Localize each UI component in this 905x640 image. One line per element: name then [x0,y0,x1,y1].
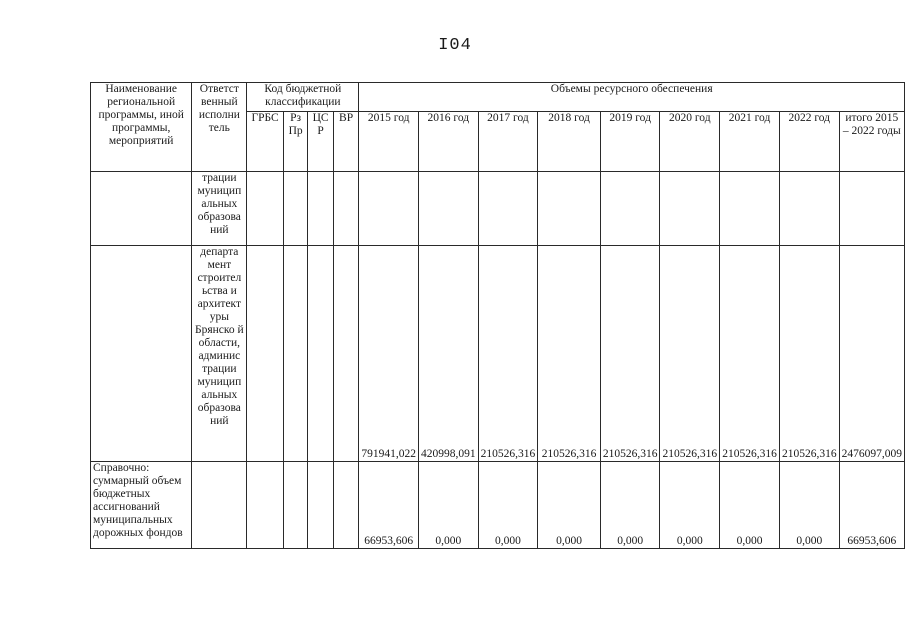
cell-2022 [779,172,839,246]
header-year-2017: 2017 год [478,112,538,172]
cell-2018: 210526,316 [538,246,601,462]
cell-grbs [247,172,284,246]
cell-rzpr [283,246,308,462]
cell-grbs [247,462,284,549]
cell-2019: 0,000 [600,462,660,549]
header-resources: Объемы ресурсного обеспечения [359,83,905,112]
header-year-2019: 2019 год [600,112,660,172]
cell-2015: 791941,022 [359,246,419,462]
cell-rzpr [283,462,308,549]
cell-vr [333,172,359,246]
resource-table [90,82,905,549]
cell-csr [308,246,333,462]
row-executor: трации муницип альных образова ний [192,172,247,246]
cell-2015: 66953,606 [359,462,419,549]
table-row [91,172,905,246]
cell-2018 [538,172,601,246]
cell-2015 [359,172,419,246]
cell-2019: 210526,316 [600,246,660,462]
cell-2022: 0,000 [779,462,839,549]
header-csr: ЦС Р [308,112,333,172]
header-rzpr: Рз Пр [283,112,308,172]
cell-csr [308,172,333,246]
cell-2017: 0,000 [478,462,538,549]
table-row [91,462,905,549]
cell-2017 [478,172,538,246]
cell-2019 [600,172,660,246]
header-year-2018: 2018 год [538,112,601,172]
header-total: итого 2015 – 2022 годы [839,112,904,172]
header-year-2021: 2021 год [720,112,780,172]
cell-rzpr [283,172,308,246]
header-year-2020: 2020 год [660,112,720,172]
cell-2016: 420998,091 [419,246,479,462]
row-name [91,246,192,462]
cell-total: 2476097,009 [839,246,904,462]
cell-2020 [660,172,720,246]
cell-2022: 210526,316 [779,246,839,462]
cell-total: 66953,606 [839,462,904,549]
cell-2021: 210526,316 [720,246,780,462]
cell-vr [333,462,359,549]
cell-vr [333,246,359,462]
page-number: I04 [438,36,472,55]
cell-2017: 210526,316 [478,246,538,462]
cell-2021: 0,000 [720,462,780,549]
cell-2018: 0,000 [538,462,601,549]
cell-2016: 0,000 [419,462,479,549]
header-vr: ВР [333,112,359,172]
row-name: Справочно: суммарный объем бюджетных ассигнований муниципальных дорожных фондов [91,462,192,549]
row-executor: департа мент строител ьства и архитект уры Брянско й области, админис трации муницип альных образова ний [192,246,247,462]
header-year-2022: 2022 год [779,112,839,172]
cell-2016 [419,172,479,246]
cell-grbs [247,246,284,462]
header-grbs: ГРБС [247,112,284,172]
row-executor [192,462,247,549]
header-year-2015: 2015 год [359,112,419,172]
header-executor-col: Ответст венный исполни тель [192,83,247,172]
cell-2020: 0,000 [660,462,720,549]
cell-total [839,172,904,246]
row-name [91,172,192,246]
table-row [91,246,905,462]
header-budget-code: Код бюджетной классификации [247,83,359,112]
cell-2020: 210526,316 [660,246,720,462]
cell-2021 [720,172,780,246]
header-year-2016: 2016 год [419,112,479,172]
header-name-col: Наименование региональной программы, иной программы, мероприятий [91,83,192,172]
header-row-top [91,83,905,112]
cell-csr [308,462,333,549]
